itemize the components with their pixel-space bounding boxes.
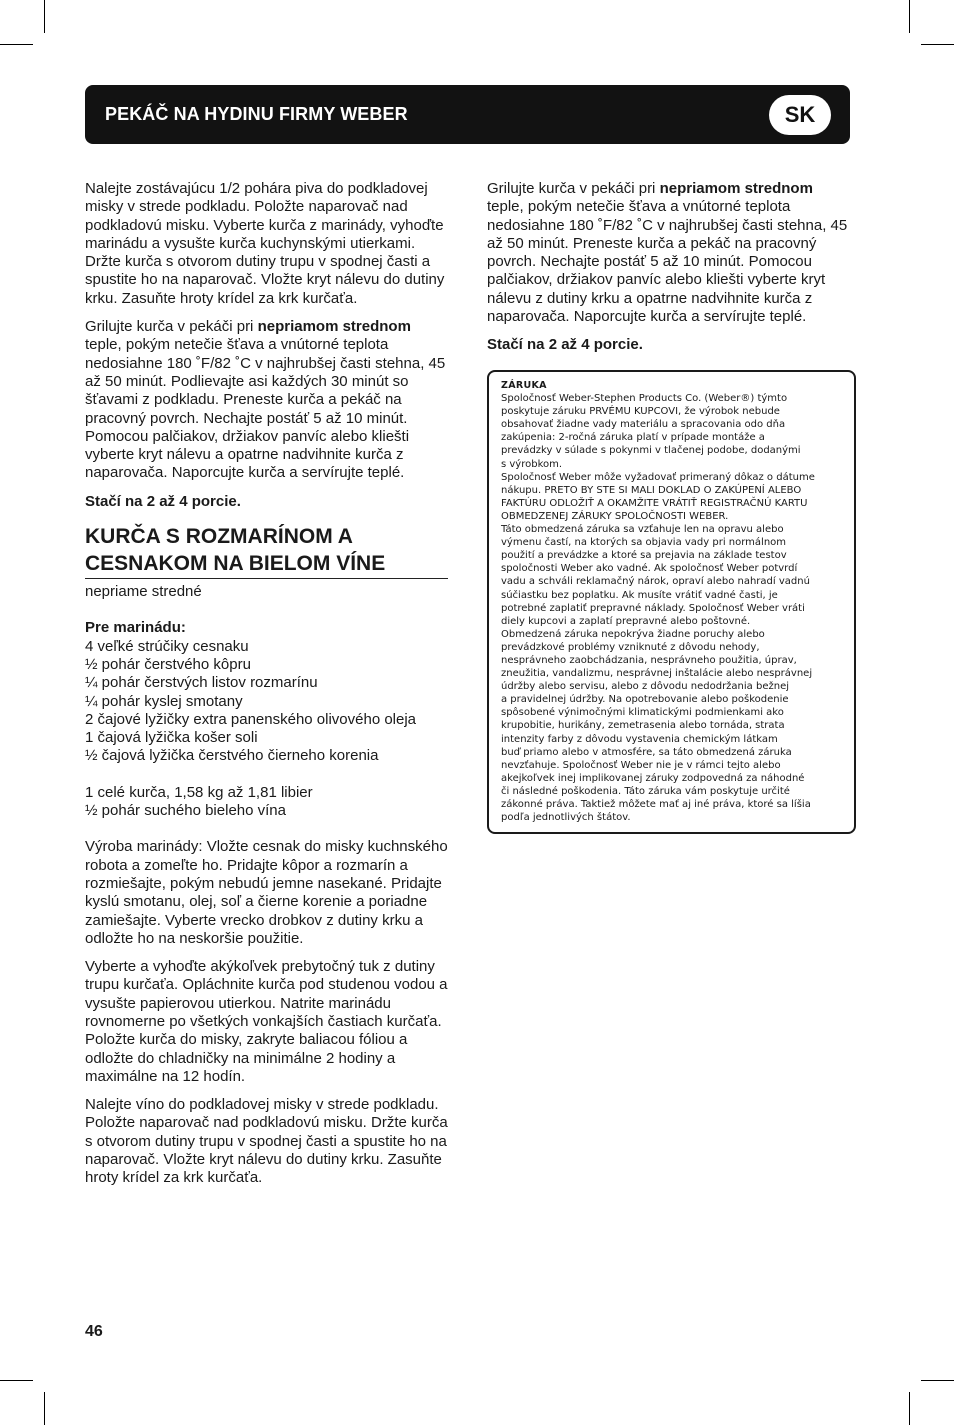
recipe-title: KURČA S ROZMARÍNOM A CESNAKOM NA BIELOM VÍNE — [85, 523, 448, 579]
recipe-step: Nalejte víno do podkladovej misky v strede podkladu. Položte naparovač nad podkladovú misku. Držte kurča s otvorom dutiny trupu v spodnej časti a spustite ho na naparovač. Vložte kryt nálevu do dutiny krku. Zasuňte hroty krídel za krk kurčaťa. — [85, 1096, 448, 1187]
grill-rest: teple, pokým netečie šťava a vnútorné teplota nedosiahne 180 ˚F/82 ˚C v najhrubšej časti stehna, 45 až 50 minút. Preneste kurča a pekáč na pracovný povrch. Nechajte postáť 5 až 10 minút. Pomocou palčiakov, držiakov panvíc alebo kliešti vyberte kryt nálevu z dutiny krku a opatrne nadvihnite kurča z naparovača. Naporcujte kurča a servírujte teplé. — [487, 198, 848, 326]
warranty-box — [487, 370, 856, 834]
warranty-line: FAKTÚRU ODLOŽIŤ A OKAMŽITE VRÁTIŤ REGISTRAČNÚ KARTU — [501, 497, 808, 509]
recipe-heat: nepriame stredné — [85, 583, 202, 601]
header-title: PEKÁČ NA HYDINU FIRMY WEBER — [105, 104, 408, 124]
ingredient: ¼ pohár čerstvých listov rozmarínu — [85, 674, 318, 692]
ingredient: 1 celé kurča, 1,58 kg až 1,81 libier — [85, 783, 313, 801]
warranty-line: vadu a schváli reklamačný nárok, opraví alebo nahradí vadnú — [501, 576, 810, 588]
warranty-line: nevzťahuje. Spoločnosť Weber nie je v rámci tejto alebo — [501, 759, 781, 771]
grill-rest: teple, pokým netečie šťava a vnútorné teplota nedosiahne 180 ˚F/82 ˚C v najhrubšej časti stehna, 45 až 50 minút. Podlievajte asi každých 30 minút so šťavami z podkladu. Preneste kurča a pekáč na pracovný povrch. Nechajte postáť 5 až 10 minút. Pomocou palčiakov, držiakov panvíc alebo kliešti vyberte kryt nálevu a opatrne nadvihnite kurča z naparovača. Naporcujte kurča a servírujte teplé. — [85, 336, 446, 482]
grill-intro: Grilujte kurča v pekáči pri — [85, 318, 258, 336]
warranty-line: OBMEDZENEJ ZÁRUKY SPOLOČNOSTI WEBER. — [501, 510, 729, 522]
marinade-label: Pre marinádu: — [85, 619, 186, 637]
warranty-line: nesprávneho zaobchádzania, nesprávneho použitia, úprav, — [501, 654, 797, 666]
warranty-line: zakúpenia: 2-ročná záruka platí v prípade montáže a — [501, 432, 765, 444]
warranty-line: Obmedzená záruka nepokrýva žiadne poruchy alebo — [501, 628, 765, 640]
warranty-line: použití a prevádzke a ktoré sa prejavia na základe testov — [501, 550, 787, 562]
crop-mark — [44, 0, 45, 33]
ingredient: ½ pohár suchého bieleho vína — [85, 802, 286, 820]
warranty-line: obsahovať žiadne vady materiálu a spracovania odo dňa — [501, 419, 786, 431]
ingredient: ¼ pohár kyslej smotany — [85, 692, 243, 710]
grill-intro: Grilujte kurča v pekáči pri — [487, 180, 660, 197]
warranty-line: Spoločnosť Weber môže vyžadovať primeraný dôkaz o dátume — [501, 471, 815, 483]
warranty-line: Táto obmedzená záruka sa vzťahuje len na opravu alebo — [501, 524, 784, 536]
page-number: 46 — [85, 1323, 103, 1340]
crop-mark — [921, 1380, 954, 1381]
warranty-line: Spoločnosť Weber-Stephen Products Co. (Weber®) týmto — [501, 393, 788, 405]
crop-mark — [909, 1392, 910, 1425]
warranty-line: spôsobené výnimočnými klimatickými podmienkami ako — [501, 707, 784, 719]
recipe-step: Vyberte a vyhoďte akýkoľvek prebytočný tuk z dutiny trupu kurčaťa. Opláchnite kurča pod studenou vodou a vysušte papierovou utierkou. Natrite marinádu rovnomerne po všetkých vonkajších častiach kurčaťa. Položte kurča do misky, zakryte baliacou fóliou a odložte do chladničky na minimálne 2 hodiny a maximálne na 12 hodín. — [85, 958, 448, 1085]
warranty-line: či následné poškodenia. Táto záruka vám poskytuje určité — [501, 785, 790, 797]
language-badge: SK — [769, 95, 831, 135]
grill-bold: nepriamom strednom — [659, 180, 813, 197]
grill-bold: nepriamom strednom — [257, 318, 411, 336]
ingredient: 4 veľké strúčiky cesnaku — [85, 637, 249, 655]
crop-mark — [909, 0, 910, 33]
warranty-line: zneužitia, vandalizmu, nesprávnej inštalácie alebo nesprávnej — [501, 668, 813, 680]
main-ingredients — [85, 784, 448, 821]
header-bar — [85, 85, 850, 144]
warranty-line: intenzity farby z dôvodu vystavenia chemickým látkam — [501, 733, 778, 745]
warranty-line: súčiastku bez poplatku. Ak musíte vrátiť vadné časti, je — [501, 589, 778, 601]
right-column — [487, 180, 850, 365]
warranty-line: zákonné práva. Taktiež môžete mať aj iné práva, ktoré sa líšia — [501, 799, 811, 810]
warranty-line: prevádzkové problémy vzniknuté z dôvodu nehody, — [501, 641, 760, 653]
crop-mark — [0, 1380, 33, 1381]
warranty-line: nákupu. PRETO BY STE SI MALI DOKLAD O ZAKÚPENÍ ALEBO — [501, 484, 802, 496]
warranty-line: spoločnosti Weber ako vadné. Ak spoločnosť Weber potvrdí — [501, 563, 798, 575]
warranty-title: ZÁRUKA — [501, 380, 547, 391]
warranty-line: a pravidelnej údržby. Na opotrebovanie alebo poškodenie — [501, 694, 789, 706]
warranty-line: buď priamo alebo v atmosfére, sa táto obmedzená záruka — [501, 746, 792, 758]
ingredient: ½ pohár čerstvého kôpru — [85, 655, 251, 673]
left-column — [85, 180, 448, 1198]
marinade-ingredients — [85, 638, 448, 766]
ingredient: 1 čajová lyžička košer soli — [85, 729, 258, 747]
ingredient: ½ čajová lyžička čerstvého čierneho korenia — [85, 747, 379, 765]
grill-paragraph — [85, 318, 448, 483]
servings: Stačí na 2 až 4 porcie. — [487, 336, 643, 354]
warranty-line: poskytuje záruku PRVÉMU KUPCOVI, že výrobok nebude — [501, 406, 780, 418]
warranty-line: potrebné zaplatiť prepravné náklady. Spoločnosť Weber vráti — [501, 602, 805, 614]
warranty-line: prevádzky v súlade s pokynmi v tlačenej podobe, dodanými — [501, 445, 801, 457]
intro-paragraph: Nalejte zostávajúcu 1/2 pohára piva do podkladovej misky v strede podkladu. Položte naparovač nad podkladovú misku. Vyberte kurča z marinády, vyhoďte marinádu a vysušte kurča kuchynskými utierkami. Držte kurča s otvorom dutiny trupu v spodnej časti a spustite ho na naparovač. Vložte kryt nálevu do dutiny krku. Zasuňte hroty krídel za krk kurčaťa. — [85, 180, 445, 307]
warranty-line: údržby alebo servisu, alebo z dôvodu nedodržania bežnej — [501, 681, 789, 693]
crop-mark — [0, 44, 33, 45]
warranty-line: podľa jednotlivých štátov. — [501, 812, 631, 824]
grill-paragraph — [487, 180, 850, 326]
warranty-line: krupobitie, hurikány, zemetrasenia alebo tornáda, strata — [501, 720, 785, 732]
warranty-line: s výrobkom. — [501, 458, 563, 470]
warranty-line: akejkoľvek inej implikovanej záruky zodpovedná za náhodné — [501, 772, 805, 784]
servings: Stačí na 2 až 4 porcie. — [85, 492, 241, 510]
crop-mark — [921, 44, 954, 45]
ingredient: 2 čajové lyžičky extra panenského olivového oleja — [85, 710, 417, 728]
warranty-line: výmenu častí, na ktorých sa objavia vady pri normálnom — [501, 537, 787, 549]
recipe-step: Výroba marinády: Vložte cesnak do misky kuchnského robota a zomeľte ho. Pridajte kôpor a rozmarín a rozmiešajte, pokým nebudú jemne nasekané. Pridajte kyslú smotanu, olej, soľ a čierne korenie a poriadne zamiešajte. Vyberte vrecko drobkov z dutiny krku a odložte ho na neskoršie použitie. — [85, 838, 448, 947]
crop-mark — [44, 1392, 45, 1425]
warranty-line: diely kupcovi a zaplatí prepravné alebo poštovné. — [501, 615, 751, 627]
